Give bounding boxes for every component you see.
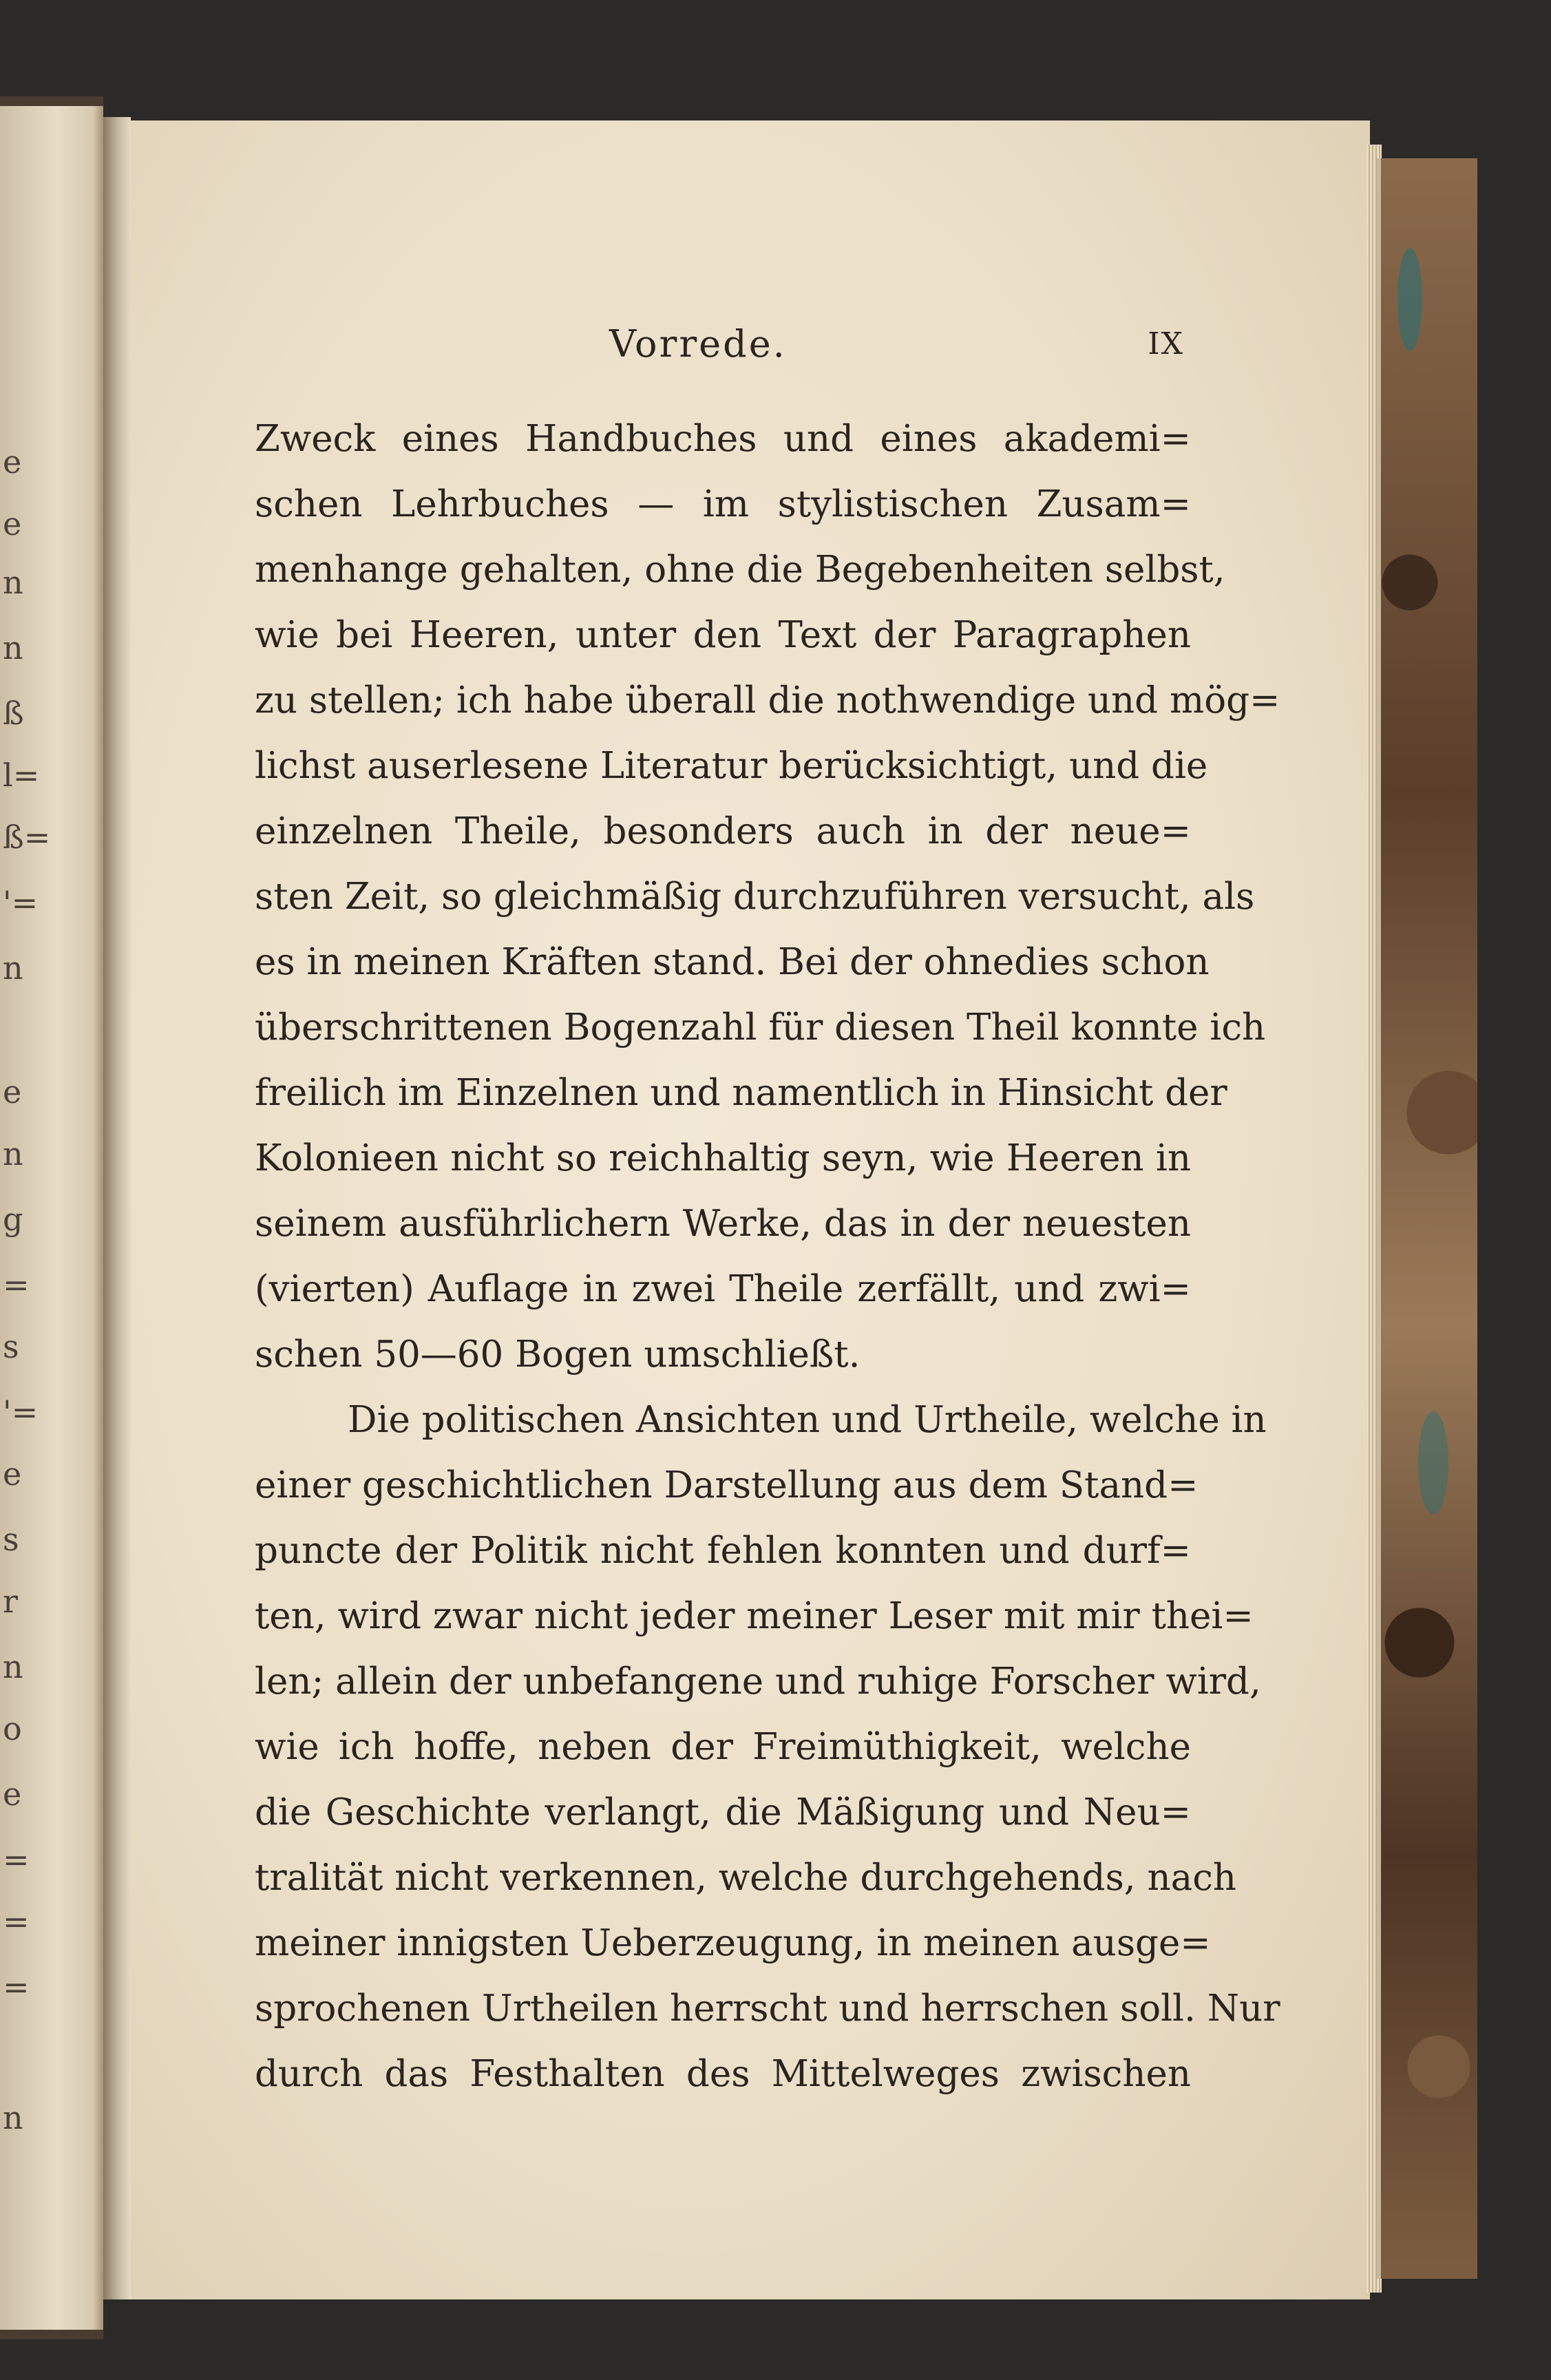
text-line: Zweck eines Handbuches und eines akademi= [255, 418, 1191, 460]
margin-fragment: s [3, 1521, 19, 1558]
margin-fragment: e [3, 1455, 22, 1493]
text-line: Die politischen Ansichten und Urtheile, welche in [348, 1399, 1267, 1441]
text-line: einzelnen Theile, besonders auch in der neue= [255, 810, 1191, 852]
text-line: (vierten) Auflage in zwei Theile zerfällt, und zwi= [255, 1268, 1191, 1310]
margin-fragment: n [3, 2099, 23, 2136]
text-line: ten, wird zwar nicht jeder meiner Leser mit mir thei= [255, 1595, 1254, 1637]
book-gutter [103, 117, 131, 2299]
margin-fragment: l= [3, 757, 40, 794]
text-line: es in meinen Kräften stand. Bei der ohnedies schon [255, 941, 1210, 983]
page-number: IX [1148, 326, 1184, 361]
text-line: schen 50—60 Bogen umschließt. [255, 1334, 861, 1376]
margin-fragment: n [3, 949, 23, 987]
facing-page-edge [0, 96, 103, 2339]
margin-fragment: '= [3, 1393, 39, 1431]
margin-fragment: e [3, 443, 22, 481]
margin-fragment: e [3, 1073, 22, 1110]
margin-fragment: n [3, 564, 23, 601]
text-line: wie bei Heeren, unter den Text der Paragraphen [255, 614, 1191, 656]
margin-fragment: s [3, 1328, 19, 1365]
margin-fragment: n [3, 629, 23, 666]
text-line: seinem ausführlichern Werke, das in der neuesten [255, 1203, 1191, 1245]
margin-fragment: ß [3, 695, 24, 732]
text-line: lichst auserlesene Literatur berücksichtigt, und die [255, 745, 1208, 787]
cover-marbling-spot [1397, 248, 1422, 351]
text-line: tralität nicht verkennen, welche durchgehends, nach [255, 1857, 1237, 1899]
margin-fragment: n [3, 1135, 23, 1172]
margin-fragment: o [3, 1710, 22, 1747]
text-line: die Geschichte verlangt, die Mäßigung und Neu= [255, 1791, 1191, 1833]
margin-fragment: ß= [3, 819, 51, 856]
margin-fragment: g [3, 1201, 23, 1238]
text-line: schen Lehrbuches — im stylistischen Zusam= [255, 483, 1191, 525]
text-line: freilich im Einzelnen und namentlich in Hinsicht der [255, 1072, 1227, 1114]
margin-fragment: = [3, 1841, 30, 1878]
margin-fragment: '= [3, 884, 39, 921]
margin-fragment: = [3, 1968, 30, 2005]
text-line: sprochenen Urtheilen herrscht und herrschen soll. Nur [255, 1988, 1280, 2030]
text-line: durch das Festhalten des Mittelweges zwischen [255, 2053, 1191, 2095]
text-line: sten Zeit, so gleichmäßig durchzuführen versucht, als [255, 876, 1255, 918]
text-line: len; allein der unbefangene und ruhige Forscher wird, [255, 1661, 1261, 1703]
margin-fragment: n [3, 1648, 23, 1685]
body-text [255, 406, 1280, 2107]
text-line: zu stellen; ich habe überall die nothwendige und mög= [255, 680, 1280, 722]
margin-fragment: r [3, 1583, 18, 1620]
text-line: einer geschichtlichen Darstellung aus dem Stand= [255, 1464, 1199, 1506]
text-line: puncte der Politik nicht fehlen konnten und durf= [255, 1530, 1191, 1572]
text-line: überschrittenen Bogenzahl für diesen Theil konnte ich [255, 1007, 1266, 1049]
text-line: meiner innigsten Ueberzeugung, in meinen ausge= [255, 1922, 1211, 1964]
text-line: menhange gehalten, ohne die Begebenheiten selbst, [255, 549, 1225, 591]
text-line: wie ich hoffe, neben der Freimüthigkeit, welche [255, 1726, 1191, 1768]
margin-fragment: e [3, 505, 22, 543]
marbled-cover [1377, 158, 1477, 2279]
page-header [255, 322, 1184, 370]
text-line: Kolonieen nicht so reichhaltig seyn, wie Heeren in [255, 1137, 1191, 1179]
margin-fragment: = [3, 1266, 30, 1303]
running-head: Vorrede. [609, 322, 787, 366]
margin-fragment: e [3, 1776, 22, 1813]
margin-fragment: = [3, 1903, 30, 1940]
cover-marbling-spot [1418, 1411, 1448, 1515]
